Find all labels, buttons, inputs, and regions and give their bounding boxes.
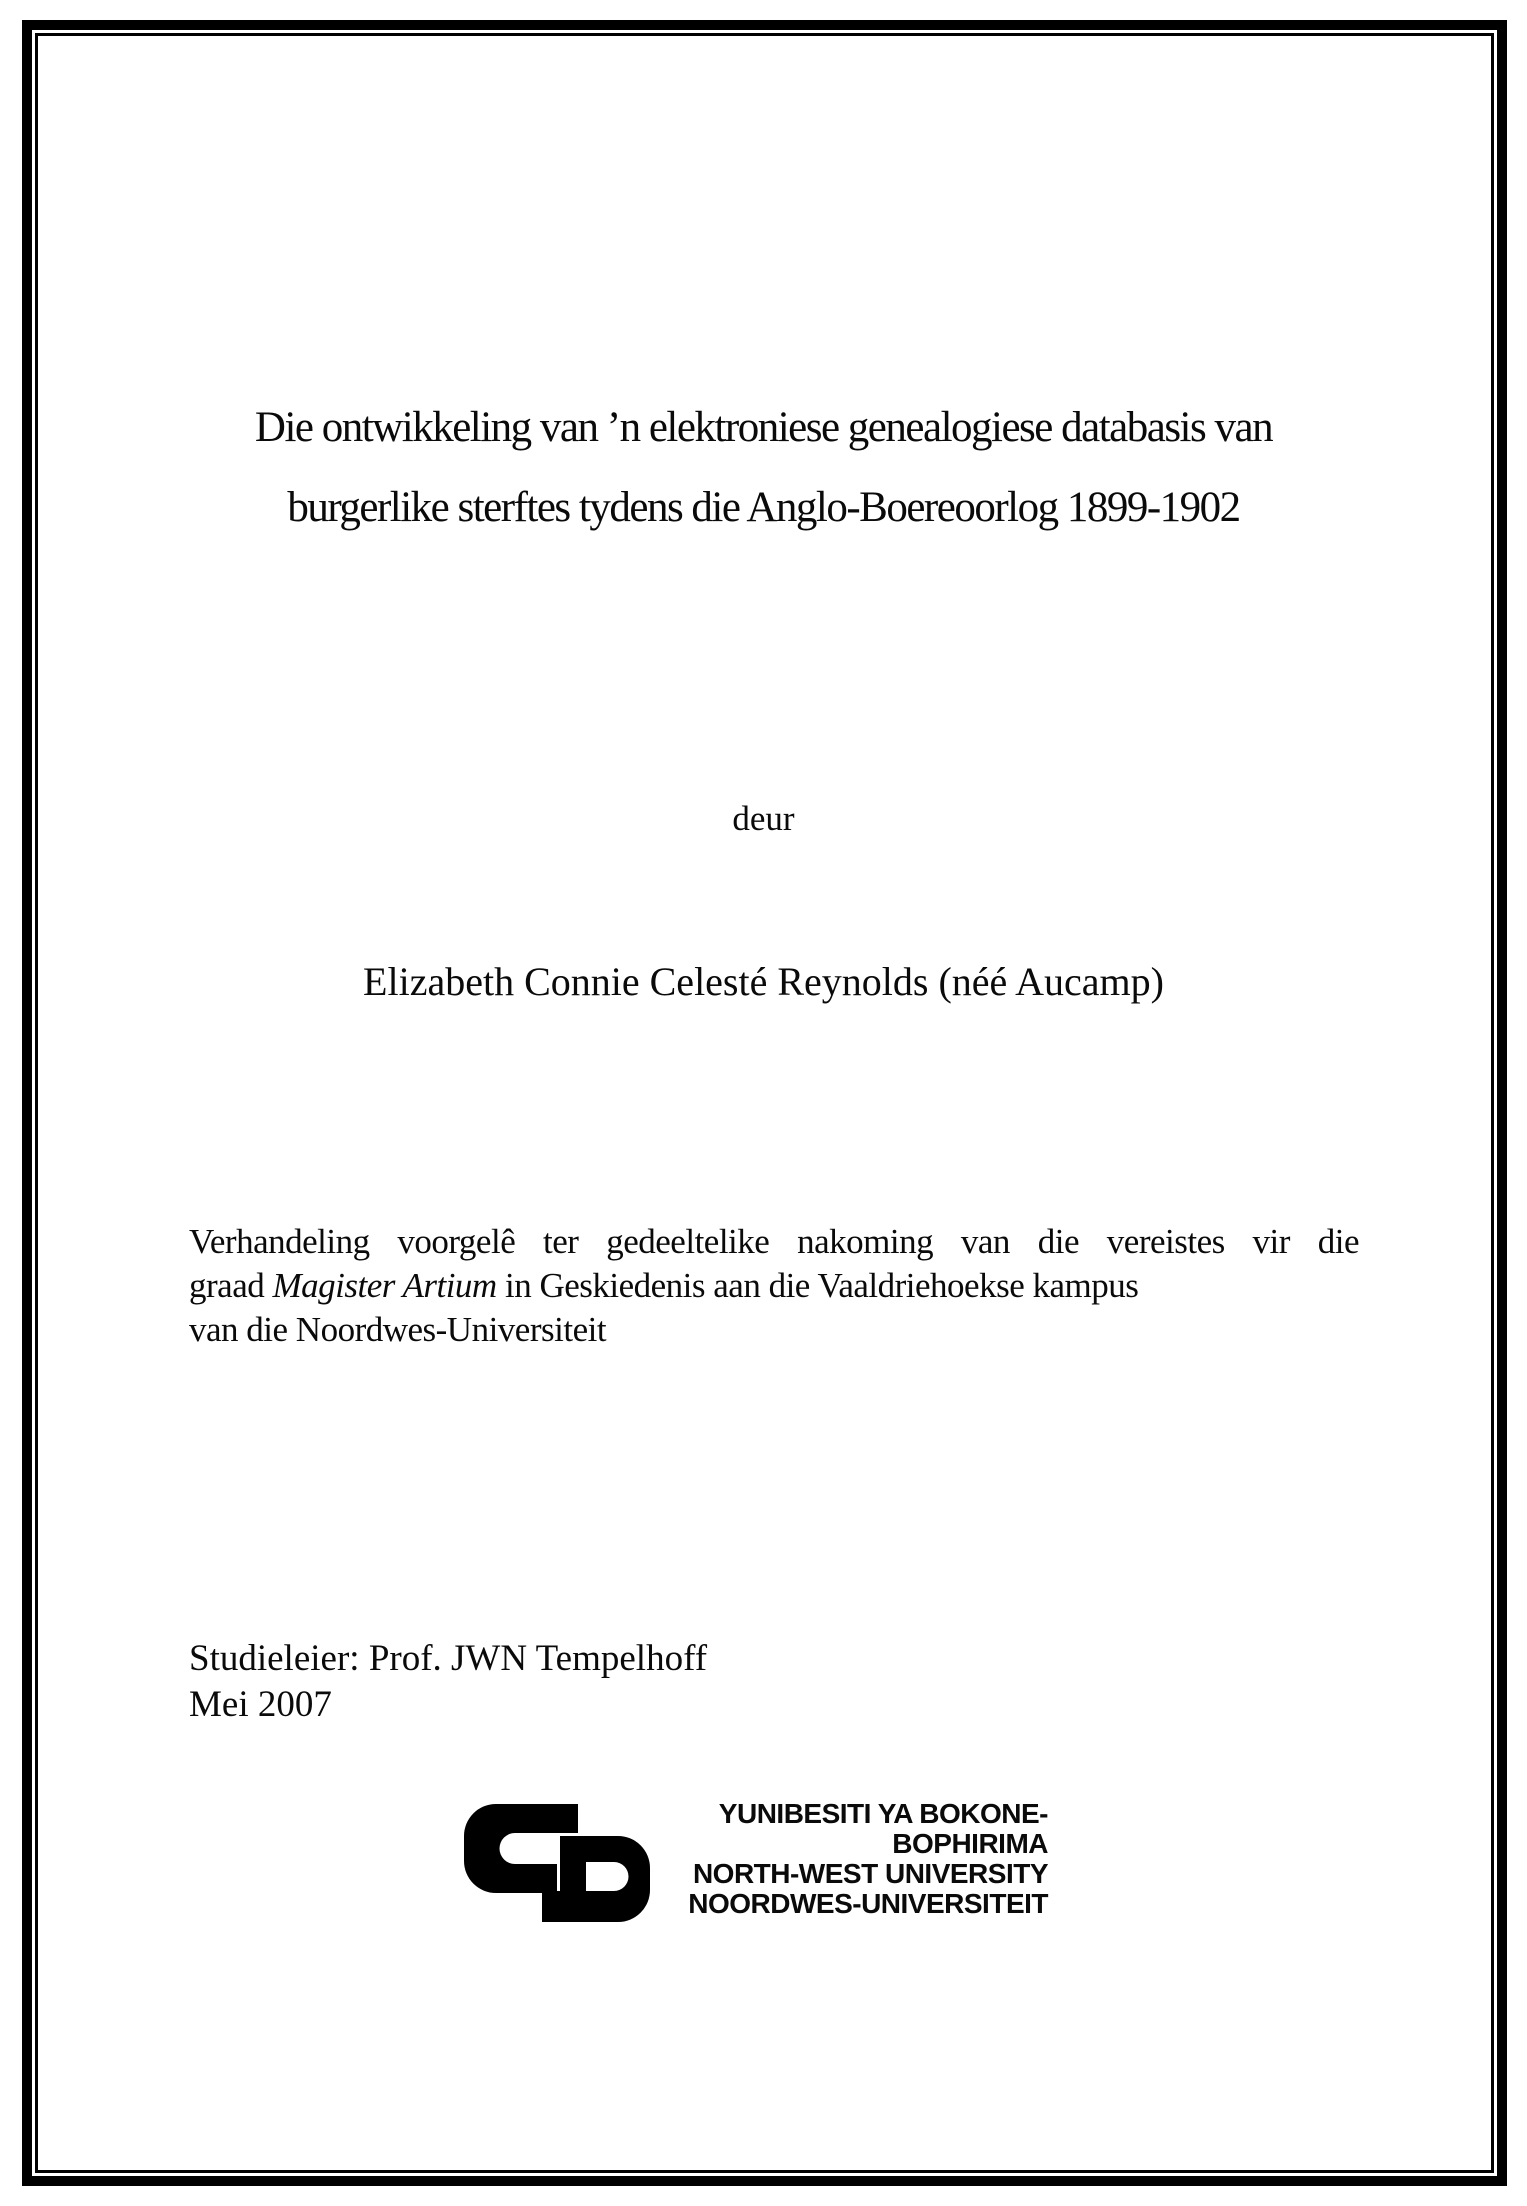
logo-line-setswana: YUNIBESITI YA BOKONE-BOPHIRIMA	[718, 1798, 1048, 1859]
author-name: Elizabeth Connie Celesté Reynolds (néé Aucamp)	[363, 959, 1164, 1004]
university-logo	[462, 1796, 1062, 1931]
logo-line-english: NORTH-WEST UNIVERSITY	[692, 1858, 1048, 1889]
statement-line-2	[189, 1264, 1359, 1308]
thesis-title-line-1: Die ontwikkeling van ’n elektroniese genealogiese databasis van	[254, 404, 1273, 451]
statement-line-2-post: in Geskiedenis aan die Vaaldriehoekse kampus	[496, 1266, 1139, 1305]
thesis-statement	[189, 1220, 1359, 1352]
thesis-title	[80, 388, 1447, 548]
thesis-title-line-2: burgerlike sterftes tydens die Anglo-Boereoorlog 1899-1902	[287, 484, 1240, 531]
statement-line-2-pre: graad	[189, 1266, 273, 1305]
logo-line-afrikaans: NOORDWES-UNIVERSITEIT	[688, 1888, 1048, 1919]
byline-deur: deur	[732, 799, 795, 838]
degree-name-italic: Magister Artium	[272, 1266, 497, 1305]
date-line: Mei 2007	[189, 1684, 332, 1725]
statement-line-3: van die Noordwes-Universiteit	[189, 1310, 607, 1349]
supervisor-block	[189, 1636, 707, 1728]
statement-line-1: Verhandeling voorgelê ter gedeeltelike nakoming van die vereistes vir die	[189, 1222, 1359, 1261]
supervisor-line: Studieleier: Prof. JWN Tempelhoff	[189, 1638, 708, 1679]
university-logo-wordmark	[582, 1799, 1048, 1919]
